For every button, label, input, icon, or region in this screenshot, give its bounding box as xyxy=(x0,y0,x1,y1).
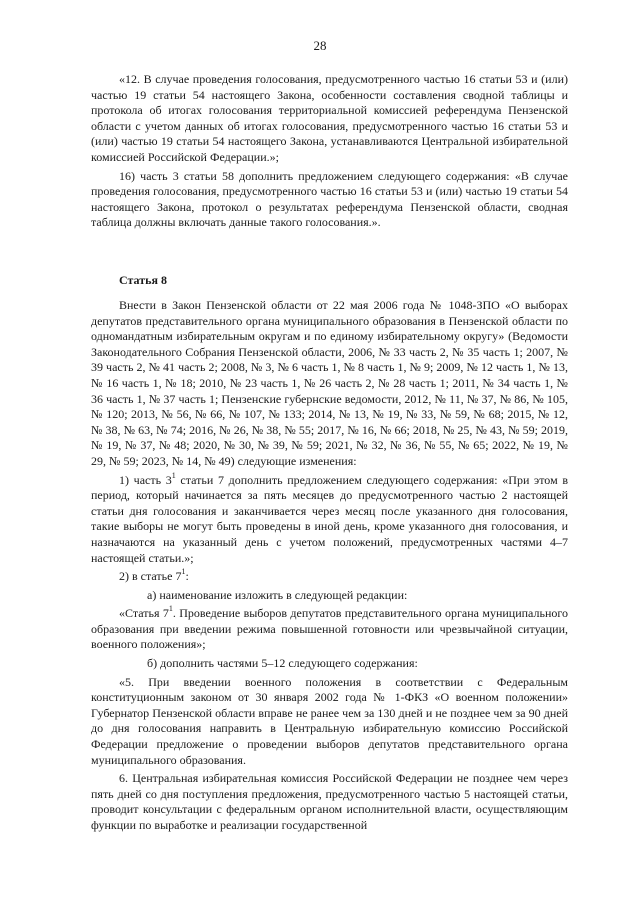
item-1-sup: 1 xyxy=(171,470,176,480)
title-quote-sup: 1 xyxy=(168,604,173,614)
article-8-body xyxy=(91,298,568,834)
paragraph-intro: Внести в Закон Пензенской области от 22 мая 2006 года № 1048-ЗПО «О выборах депутатов представительного органа муниципального образования в Пензенской области по одномандатным избирательным округам и по единому избирательному округу» (Ведомости Законодательного Собрания Пензенской области, 2006, № 33 часть 2, № 35 часть 1; 2007, № 39 часть 2, № 41 часть 2; 2008, № 3, № 6 часть 1, № 8 часть 1, № 9; 2009, № 12 часть 1, № 13, № 16 часть 1, № 18; 2010, № 23 часть 1, № 26 часть 2, № 28 часть 1; 2011, № 34 часть 1, № 36 часть 1, № 37 часть 1; Пензенские губернские ведомости, 2012, № 11, № 37, № 86, № 105, № 120; 2013, № 56, № 66, № 107, № 133; 2014, № 13, № 19, № 33, № 59, № 68; 2015, № 12, № 38, № 63, № 74; 2016, № 26, № 38, № 55; 2017, № 16, № 66; 2018, № 25, № 43, № 59; 2019, № 19, № 37, № 48; 2020, № 30, № 39, № 59; 2021, № 32, № 36, № 55, № 65; 2022, № 19, № 29, № 59; 2023, № 14, № 49) следующие изменения: xyxy=(91,298,568,468)
paragraph-item-2a: а) наименование изложить в следующей редакции: xyxy=(147,587,408,602)
paragraph-part-5: «5. При введении военного положения в соответствии с Федеральным конституционным законом от 30 января 2002 года № 1-ФКЗ «О военном положении» Губернатор Пензенской области вправе не ранее чем за 130 дней и не позднее чем за 90 дней до дня голосования направить в Центральную избирательную комиссию Российской Федерации предложение о проведении выборов депутатов представительного органа муниципального образования. xyxy=(91,674,568,767)
title-quote-before: «Статья 7 xyxy=(119,606,169,621)
paragraph-part-12: «12. В случае проведения голосования, предусмотренного частью 16 статьи 53 и (или) частью 19 статьи 54 настоящего Закона, особенности составления сводной таблицы и протокола об итогах голосования территориальной комиссией референдума Пензенской области с учетом данных об итогах голосования, предусмотренного частью 16 статьи 53 и (или) частью 19 статьи 54 настоящего Закона, устанавливаются Центральной избирательной комиссией Российской Федерации.»; xyxy=(91,72,568,164)
paragraph-item-1 xyxy=(91,470,568,567)
item-2-after: : xyxy=(185,569,189,584)
paragraph-item-2b: б) дополнить частями 5–12 следующего содержания: xyxy=(147,656,418,671)
item-1-before: 1) часть 3 xyxy=(119,472,172,487)
paragraph-part-6: 6. Центральная избирательная комиссия Российской Федерации не позднее чем через пять дней со дня поступления предложения, предусмотренного частью 5 настоящей статьи, проводит консультации с федеральным органом исполнительной власти, осуществляющим функции по выработке и реализации государственной xyxy=(91,771,568,832)
item-2-before: 2) в статье 7 xyxy=(119,569,182,584)
paragraph-title-quote xyxy=(91,606,568,653)
paragraph-item-2 xyxy=(91,569,568,585)
page-number: 28 xyxy=(313,38,327,53)
article-8-block xyxy=(91,273,568,289)
item-1-after: статьи 7 дополнить предложением следующего содержания: «При этом в период, который начинается за пять месяцев до предусмотренного частью 2 настоящей статьи дня голосования и заканчивается через месяц после указанного дня голосования, такие выборы не могут быть проведены в иной день, кроме указанного дня голосования, и назначаются на указанный день с учетом положений, предусмотренных частями 4–7 настоящей статьи.»; xyxy=(91,472,568,565)
article-heading: Статья 8 xyxy=(119,273,167,287)
title-quote-after: . Проведение выборов депутатов представительного органа муниципального образования при введении режима повышенной готовности или чрезвычайной ситуации, военного положения»; xyxy=(91,606,568,652)
amendment-block-12 xyxy=(91,72,568,231)
paragraph-item-16: 16) часть 3 статьи 58 дополнить предложением следующего содержания: «В случае проведения голосования, предусмотренного частью 16 статьи 53 и (или) частью 19 статьи 54 настоящего Закона, протокол о результатах референдума Пензенской области, сводная таблица должны включать данные такого голосования.». xyxy=(91,168,568,230)
item-2-sup: 1 xyxy=(181,567,186,577)
